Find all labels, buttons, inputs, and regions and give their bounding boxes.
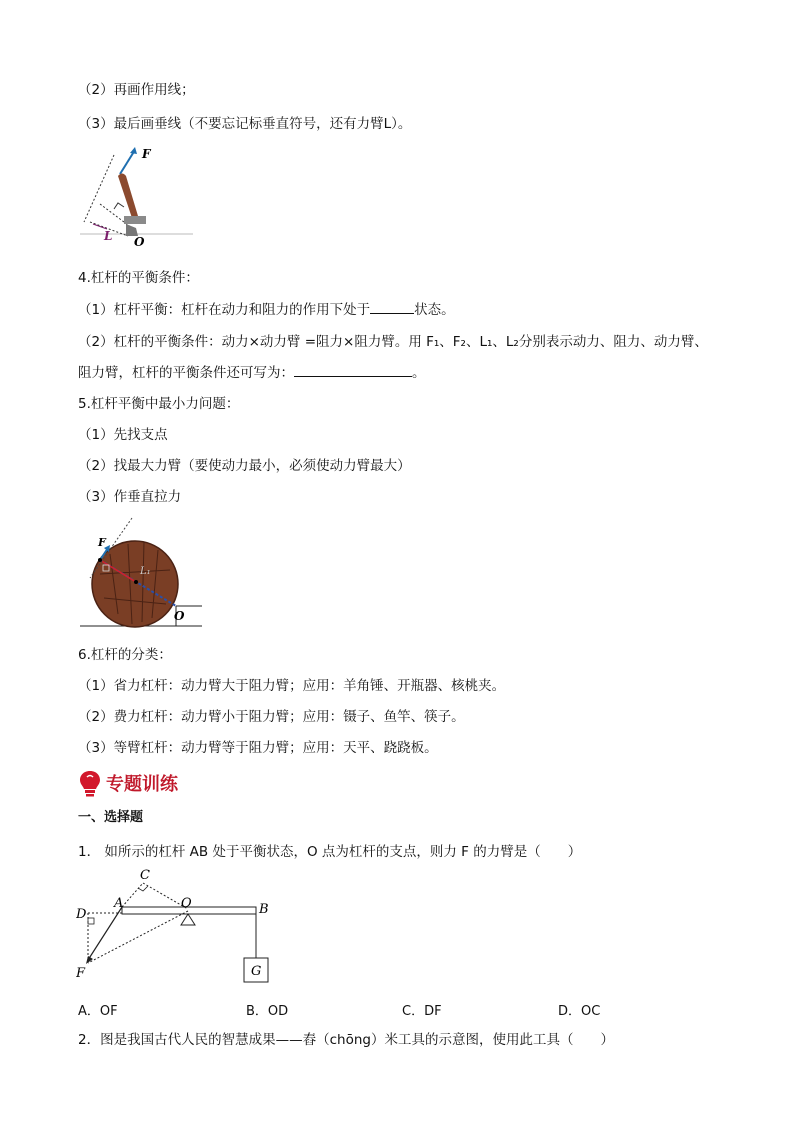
label-O: O <box>181 896 192 911</box>
topic-training-banner <box>78 768 178 798</box>
text-line: （2）找最大力臂（要使动力最小，必须使动力臂最大） <box>78 458 411 474</box>
answer-blank[interactable] <box>294 363 412 377</box>
label-F: F <box>98 536 106 549</box>
option-c[interactable]: C．DF <box>402 1004 442 1019</box>
wheel-lever-figure <box>80 514 205 628</box>
text-line: （1）先找支点 <box>78 427 168 443</box>
text-line: （2）再画作用线； <box>78 82 195 98</box>
question-text: 2．图是我国古代人民的智慧成果——舂（chōng）米工具的示意图，使用此工具（ ） <box>78 1032 614 1048</box>
text-line <box>78 363 426 383</box>
section-title: 一、选择题 <box>78 810 144 825</box>
label-L: L <box>104 229 113 243</box>
option-a[interactable]: A．OF <box>78 1004 118 1019</box>
text-segment: 。 <box>412 365 426 381</box>
text-line: （3）等臂杠杆：动力臂等于阻力臂；应用：天平、跷跷板。 <box>78 740 438 756</box>
label-C: C <box>140 868 150 883</box>
label-O: O <box>174 609 185 623</box>
text-line: （1）省力杠杆：动力臂大于阻力臂；应用：羊角锤、开瓶器、核桃夹。 <box>78 678 506 694</box>
label-F: F <box>76 966 86 981</box>
text-line <box>78 300 455 320</box>
text-line: （2）杠杆的平衡条件：动力×动力臂 =阻力×阻力臂。用 F₁、F₂、L₁、L₂分别表示动力、阻力、动力臂、 <box>78 334 708 350</box>
label-A: A <box>114 896 124 911</box>
label-G: G <box>251 964 262 979</box>
label-L1: L₁ <box>140 566 151 577</box>
section-heading: 6.杠杆的分类： <box>78 647 172 663</box>
answer-blank[interactable] <box>370 300 414 314</box>
option-b[interactable]: B．OD <box>246 1004 289 1019</box>
text-line: （3）最后画垂线（不要忘记标垂直符号，还有力臂L）。 <box>78 116 412 132</box>
label-B: B <box>259 902 269 917</box>
text-segment: 状态。 <box>414 302 455 318</box>
lightbulb-icon <box>78 768 102 798</box>
text-segment: 阻力臂，杠杆的平衡条件还可写为： <box>78 365 294 381</box>
section-heading: 5.杠杆平衡中最小力问题： <box>78 396 240 412</box>
label-D: D <box>76 907 87 922</box>
option-d[interactable]: D．OC <box>558 1004 601 1019</box>
text-line: （3）作垂直拉力 <box>78 489 182 505</box>
label-O: O <box>134 235 145 249</box>
hammer-lever-figure <box>80 144 195 252</box>
section-heading: 4.杠杆的平衡条件： <box>78 270 199 286</box>
text-segment: （1）杠杆平衡：杠杆在动力和阻力的作用下处于 <box>78 302 371 318</box>
label-F: F <box>142 147 151 161</box>
lever-ab-figure <box>76 865 276 985</box>
text-line: （2）费力杠杆：动力臂小于阻力臂；应用：镊子、鱼竿、筷子。 <box>78 709 465 725</box>
question-text: 1． 如所示的杠杆 AB 处于平衡状态，O 点为杠杆的支点，则力 F 的力臂是（ ） <box>78 844 582 860</box>
banner-title: 专题训练 <box>106 774 178 795</box>
